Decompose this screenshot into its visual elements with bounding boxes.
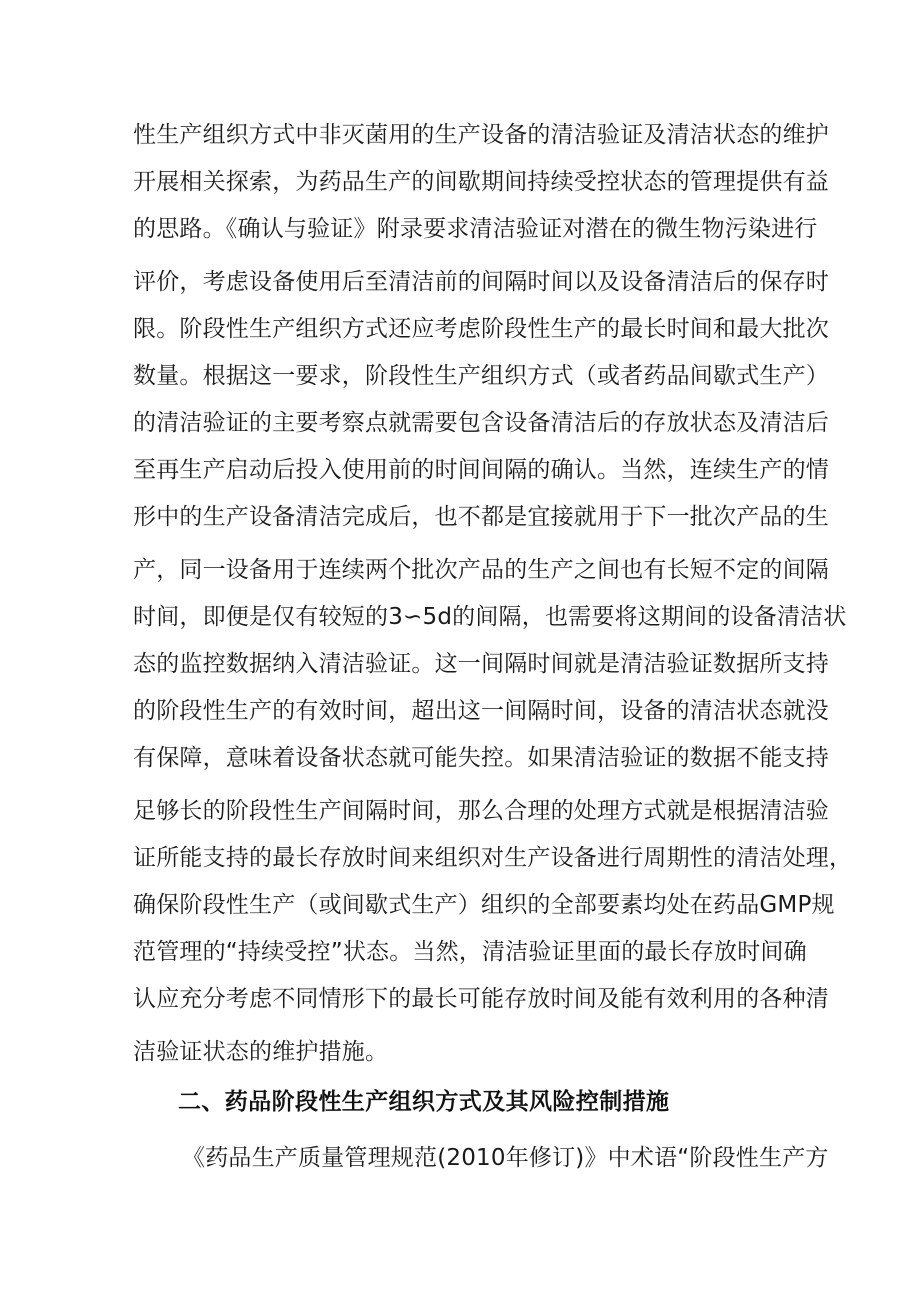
paragraph-line: 形中的生产设备清洁完成后，也不都是宜接就用于下一批次产品的生 (133, 504, 829, 530)
paragraph-line: 有保障，意味着设备状态就可能失控。如果清洁验证的数据不能支持 (133, 745, 829, 771)
paragraph-line: 的阶段性生产的有效时间，超出这一间隔时间，设备的清洁状态就没 (133, 698, 829, 724)
paragraph-line: 至再生产启动后投入使用前的时间间隔的确认。当然，连续生产的情 (133, 457, 829, 483)
paragraph-line: 的思路。《确认与验证》附录要求清洁验证对潜在的微生物污染进行 (133, 216, 818, 242)
paragraph-line: 开展相关探索，为药品生产的间歇期间持续受控状态的管理提供有益 (133, 169, 829, 195)
paragraph-line: 足够长的阶段性生产间隔时间，那么合理的处理方式就是根据清洁验 (133, 798, 829, 824)
paragraph-line-last: 洁验证状态的维护措施。 (133, 1039, 389, 1065)
paragraph-line: 的清洁验证的主要考察点就需要包含设备清洁后的存放状态及清洁后 (133, 410, 829, 436)
paragraph-line: 时间，即便是仅有较短的3∽5d的间隔，也需要将这期间的设备清洁状 (133, 604, 847, 630)
paragraph-line: 限。阶段性生产组织方式还应考虑阶段性生产的最长时间和最大批次 (133, 316, 829, 342)
paragraph-line: 数量。根据这一要求，阶段性生产组织方式（或者药品间歇式生产） (133, 363, 829, 389)
paragraph-line: 认应充分考虑不同情形下的最长可能存放时间及能有效利用的各种清 (133, 986, 829, 1012)
section-heading: 二、药品阶段性生产组织方式及其风险控制措施 (178, 1089, 670, 1115)
paragraph-line: 评价，考虑设备使用后至清洁前的间隔时间以及设备清洁后的保存时 (133, 269, 829, 295)
paragraph-line: 态的监控数据纳入清洁验证。这一间隔时间就是清洁验证数据所支持 (133, 651, 829, 677)
paragraph-line: 产，同一设备用于连续两个批次产品的生产之间也有长短不定的间隔 (133, 557, 829, 583)
paragraph-line: 确保阶段性生产（或间歇式生产）组织的全部要素均处在药品GMP规 (133, 892, 835, 918)
paragraph-line: 范管理的“持续受控”状态。当然，清洁验证里面的最长存放时间确 (133, 939, 807, 965)
paragraph-line-indented: 《药品生产质量管理规范(2010年修订)》中术语“阶段性生产方 (182, 1145, 829, 1171)
paragraph-line: 证所能支持的最长存放时间来组织对生产设备进行周期性的清洁处理， (133, 845, 853, 871)
paragraph-line: 性生产组织方式中非灭菌用的生产设备的清洁验证及清洁状态的维护 (133, 122, 829, 148)
